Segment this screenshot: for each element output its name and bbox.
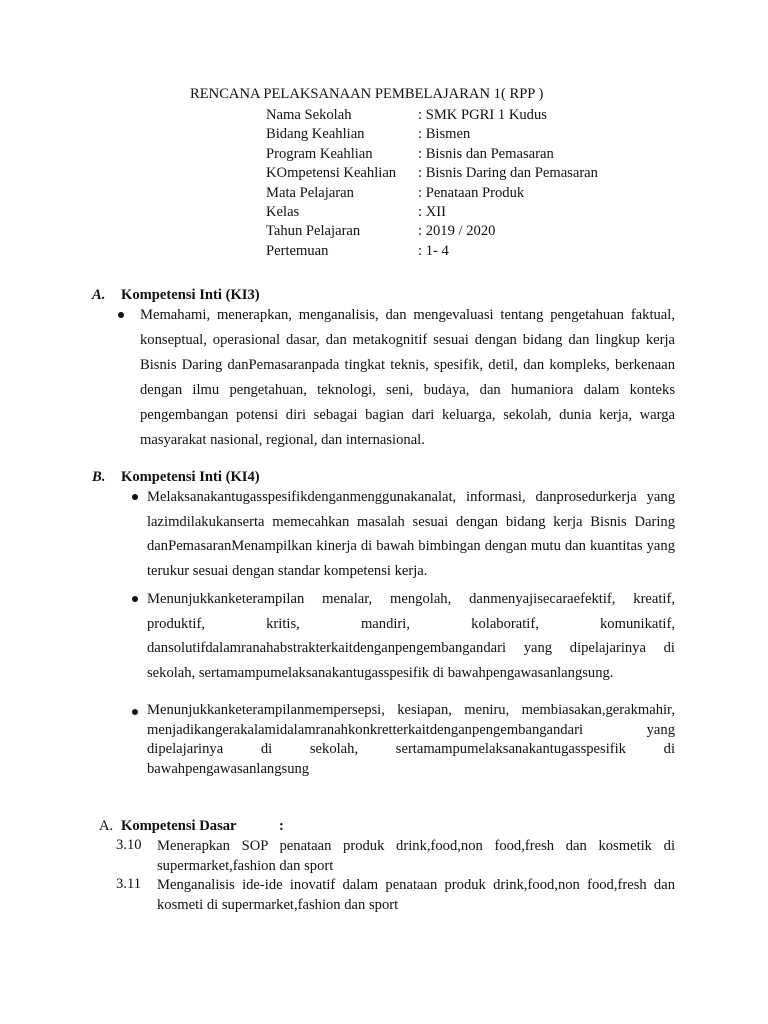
info-row	[266, 164, 598, 183]
ki3-paragraph: Memahami, menerapkan, menganalisis, dan mengevaluasi tentang pengetahuan faktual, konseptual, operasional dasar, dan metakognitif sesuai dengan bidang dan lingkup kerja Bisnis Daring danPemasaranpada tingkat teknis, spesifik, detil, dan kompleks, berkenaan dengan ilmu pengetahuan, teknologi, seni, budaya, dan humaniora dalam konteks pengembangan potensi diri sebagai bagian dari keluarga, sekolah, dunia kerja, warga masyarakat nasional, regional, dan internasional.	[140, 307, 675, 448]
info-row	[266, 242, 598, 261]
bullet-icon	[132, 494, 138, 500]
kd-number: 3.10	[116, 837, 142, 853]
info-value: : 2019 / 2020	[418, 223, 496, 240]
kd-text: Menerapkan SOP penataan produk drink,food,non food,fresh dan kosmetik di supermarket,fashion dan sport	[157, 838, 675, 874]
section-a-letter: A.	[92, 287, 106, 303]
kd-number: 3.11	[116, 876, 141, 892]
section-b-letter: B.	[92, 469, 106, 485]
ki4-item-1: Melaksanakantugasspesifikdenganmenggunakanalat, informasi, danprosedurkerja yang lazimdilakukanserta memecahkan masalah sesuai dengan bidang kerja Bisnis Daring danPemasaranMenampilkan kinerja di bawah bimbingan dengan mutu dan kuantitas yang terukur sesuai dengan standar kompetensi kerja.	[147, 489, 675, 579]
kd-heading: Kompetensi Dasar	[121, 818, 237, 834]
info-row	[266, 184, 598, 203]
info-value: : SMK PGRI 1 Kudus	[418, 107, 547, 123]
info-row	[266, 125, 598, 144]
ki4-item-2: Menunjukkanketerampilan menalar, mengolah, danmenyajisecaraefektif, kreatif, produktif, kritis, mandiri, kolaboratif, komunikatif, dansolutifdalamranahabstrakterkaitdenganpengembangandari yang dipelajarinya di sekolah, sertamampumelaksanakantugasspesifik di bawahpengawasanlangsung.	[147, 591, 675, 681]
info-label: Pertemuan	[266, 242, 329, 259]
identity-table	[266, 106, 598, 261]
info-label: Tahun Pelajaran	[266, 223, 361, 240]
section-b-heading: Kompetensi Inti (KI4)	[121, 469, 260, 485]
bullet-icon	[132, 596, 138, 602]
info-label: Mata Pelajaran	[266, 184, 354, 201]
info-row	[266, 222, 598, 241]
info-label: Nama Sekolah	[266, 107, 352, 123]
ki4-item-3: Menunjukkanketerampilanmempersepsi, kesiapan, meniru, membiasakan,gerakmahir, menjadikangerakalamidalamranahkonkretterkaitdenganpengembangandari yang dipelajarinya di sekolah, sertamampumelaksanakantugasspesifik di bawahpengawasanlangsung	[147, 702, 675, 777]
kd-letter: A.	[99, 818, 114, 834]
info-value: : Bismen	[418, 126, 471, 143]
info-label: Kelas	[266, 203, 300, 220]
document-title: RENCANA PELAKSANAAN PEMBELAJARAN 1( RPP )	[190, 86, 544, 102]
section-a-heading: Kompetensi Inti (KI3)	[121, 287, 260, 303]
bullet-icon	[118, 312, 124, 318]
info-value: : Bisnis Daring dan Pemasaran	[418, 165, 598, 182]
info-label: Bidang Keahlian	[266, 126, 365, 143]
bullet-icon	[132, 709, 138, 715]
info-row	[266, 106, 598, 125]
info-label: Program Keahlian	[266, 145, 373, 162]
info-row	[266, 203, 598, 222]
info-label: KOmpetensi Keahlian	[266, 165, 397, 182]
info-value: : 1- 4	[418, 242, 449, 259]
info-value: : XII	[418, 203, 446, 220]
info-value: : Penataan Produk	[418, 184, 525, 201]
info-value: : Bisnis dan Pemasaran	[418, 145, 554, 162]
info-row	[266, 145, 598, 164]
kd-colon: :	[279, 818, 284, 834]
kd-text: Menganalisis ide-ide inovatif dalam penataan produk drink,food,non food,fresh dan kosmeti di supermarket,fashion dan sport	[157, 877, 675, 913]
